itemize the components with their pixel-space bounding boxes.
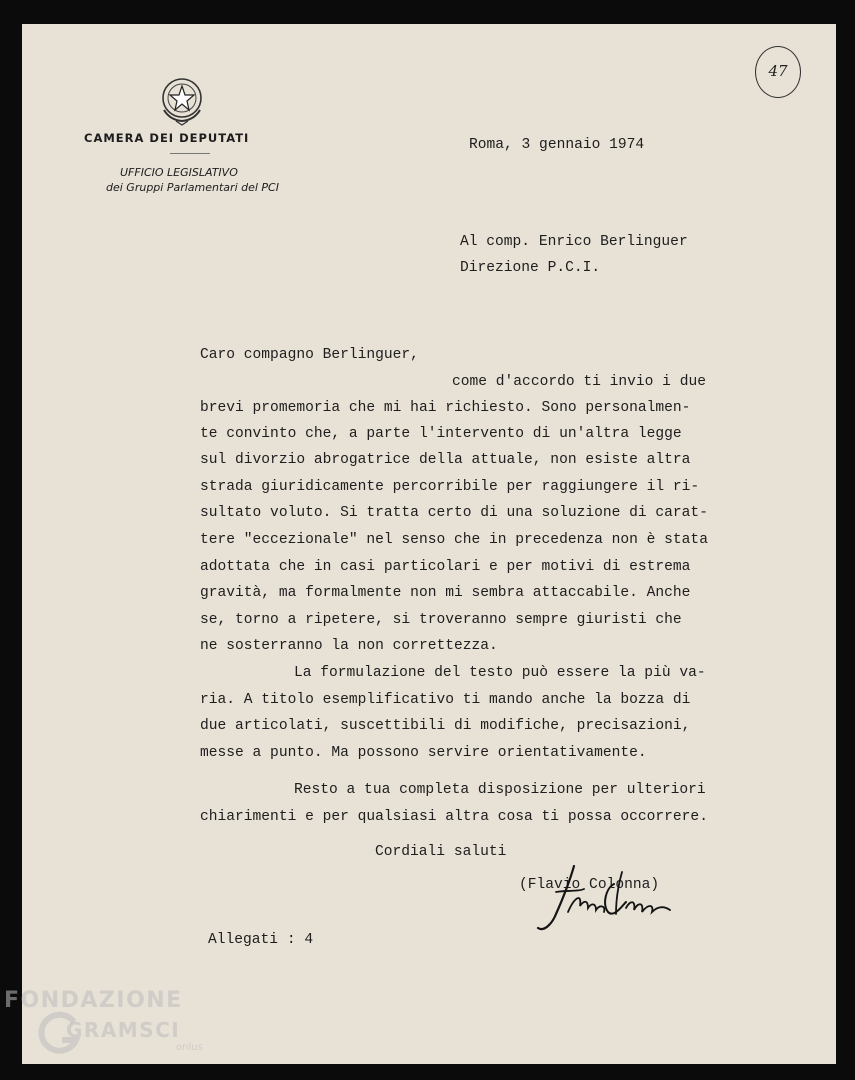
- handwritten-signature: [530, 862, 680, 934]
- fondazione-gramsci-watermark: [4, 988, 224, 1078]
- watermark-line-1: FONDAZIONE: [4, 988, 183, 1013]
- letter-sheet: [22, 24, 836, 1064]
- signatory: (Flavio Colonna): [519, 877, 660, 893]
- body-line: brevi promemoria che mi hai richiesto. Sono personalmen-: [200, 400, 691, 416]
- body-line: messe a punto. Ma possono servire orientativamente.: [200, 745, 647, 761]
- office-name: UFFICIO LEGISLATIVO: [120, 166, 238, 179]
- body-line: Resto a tua completa disposizione per ulteriori: [294, 782, 706, 798]
- closing: Cordiali saluti: [375, 844, 507, 860]
- office-subtitle: dei Gruppi Parlamentari del PCI: [106, 181, 279, 194]
- body-line: te convinto che, a parte l'intervento di un'altra legge: [200, 426, 682, 442]
- body-line: adottata che in casi particolari e per motivi di estrema: [200, 559, 691, 575]
- body-line: ne sosterranno la non correttezza.: [200, 638, 498, 654]
- place-date: Roma, 3 gennaio 1974: [469, 137, 645, 153]
- body-line: strada giuridicamente percorribile per raggiungere il ri-: [200, 479, 700, 495]
- enclosures: Allegati : 4: [208, 932, 314, 948]
- body-line: sul divorzio abrogatrice della attuale, non esiste altra: [200, 452, 691, 468]
- letterhead-rule: [170, 153, 210, 154]
- archive-number-stamp: [755, 46, 801, 98]
- republic-emblem: [158, 74, 206, 126]
- watermark-line-3: onlus: [176, 1042, 203, 1053]
- body-line: due articolati, suscettibili di modifiche, precisazioni,: [200, 718, 691, 734]
- recipient-line-1: Al comp. Enrico Berlinguer: [460, 234, 688, 250]
- body-line: La formulazione del testo può essere la più va-: [294, 665, 706, 681]
- archive-number: 47: [768, 62, 788, 80]
- body-line: se, torno a ripetere, si troveranno sempre giuristi che: [200, 612, 682, 628]
- body-line: come d'accordo ti invio i due: [452, 374, 706, 390]
- body-line: tere "eccezionale" nel senso che in precedenza non è stata: [200, 532, 708, 548]
- recipient-line-2: Direzione P.C.I.: [460, 260, 601, 276]
- salutation: Caro compagno Berlinguer,: [200, 347, 419, 363]
- body-line: chiarimenti e per qualsiasi altra cosa ti possa occorrere.: [200, 809, 708, 825]
- watermark-line-2: GRAMSCI: [66, 1018, 181, 1042]
- body-line: sultato voluto. Si tratta certo di una soluzione di carat-: [200, 505, 708, 521]
- institution-name: CAMERA DEI DEPUTATI: [84, 131, 250, 145]
- body-line: gravità, ma formalmente non mi sembra attaccabile. Anche: [200, 585, 691, 601]
- body-line: ria. A titolo esemplificativo ti mando anche la bozza di: [200, 692, 691, 708]
